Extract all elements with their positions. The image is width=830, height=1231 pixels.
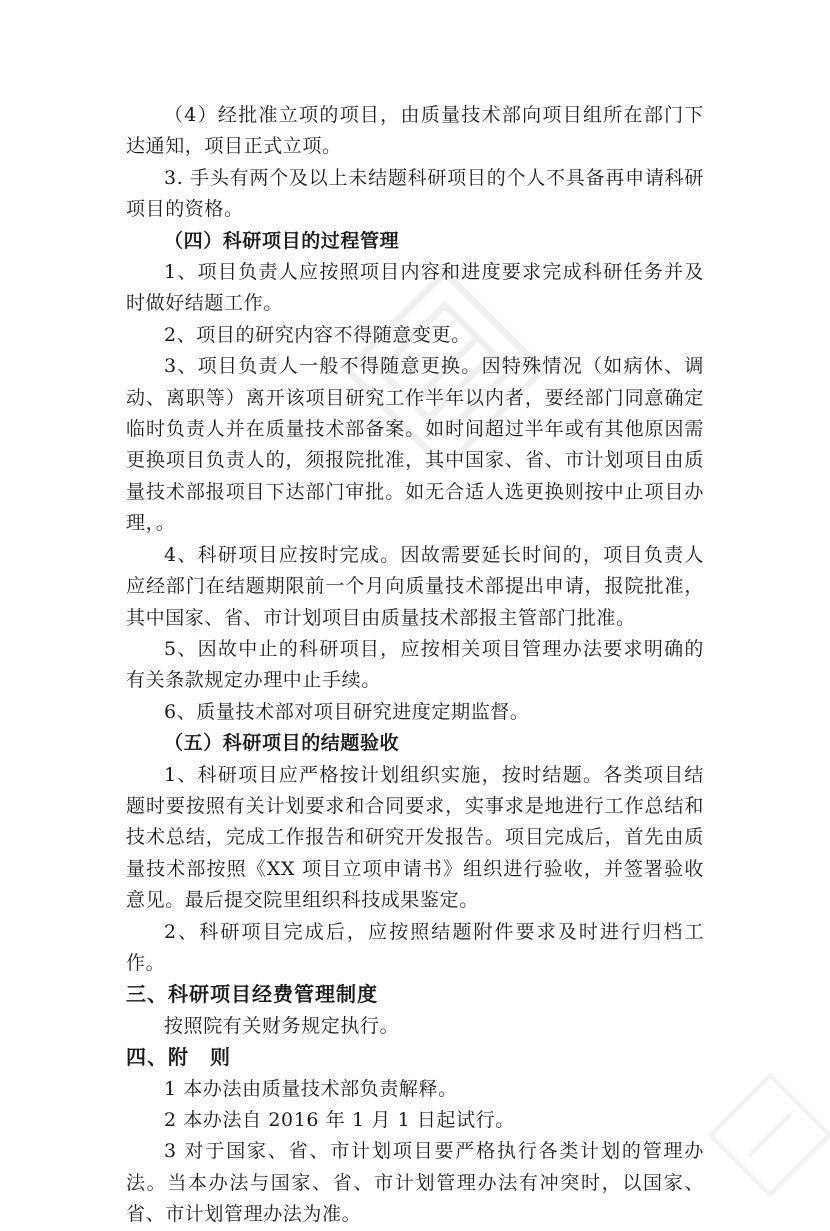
paragraph: 1、项目负责人应按照项目内容和进度要求完成科研任务并及时做好结题工作。 [126,261,704,315]
paragraph: （4）经批准立项的项目，由质量技术部向项目组所在部门下达通知，项目正式立项。 [126,104,704,158]
document-body [126,100,704,1231]
paragraph: 4、科研项目应按时完成。因故需要延长时间的，项目负责人应经部门在结题期限前一个月向质量技术部提出申请，报院批准，其中国家、省、市计划项目由质量技术部报主管部门批准。 [126,543,704,629]
paragraph: 6、质量技术部对项目研究进度定期监督。 [164,700,530,723]
subsection-heading: （四）科研项目的过程管理 [164,229,400,252]
paragraph: 3 对于国家、省、市计划项目要严格执行各类计划的管理办法。当本办法与国家、省、市计划管理办法有冲突时，以国家、省、市计划管理办法为准。 [126,1140,704,1226]
paragraph: 2 本办法自 2016 年 1 月 1 日起试行。 [164,1109,515,1131]
paragraph: 3、项目负责人一般不得随意更换。因特殊情况（如病休、调动、离职等）离开该项目研究工作半年以内者，要经部门同意确定临时负责人并在质量技术部备案。如时间超过半年或有其他原因需更换项目负责人的，须报院批准，其中国家、省、市计划项目由质量技术部报项目下达部门审批。如无合适人选更换则按中止项目办理，。 [126,355,704,535]
section-heading: 三、科研项目经费管理制度 [126,982,378,1007]
watermark-corner-icon [700,1065,830,1205]
paragraph: 1、科研项目应严格按计划组织实施，按时结题。各类项目结题时要按照有关计划要求和合同要求，实事求是地进行工作总结和技术总结，完成工作报告和研究开发报告。项目完成后，首先由质量技术部按照《XX 项目立项申请书》组织进行验收，并签署验收意见。最后提交院里组织科技成果鉴定。 [126,763,704,912]
subsection-heading: （五）科研项目的结题验收 [164,732,400,755]
paragraph: 2、科研项目完成后，应按照结题附件要求及时进行归档工作。 [126,920,704,974]
section-heading: 四、附 则 [126,1045,231,1070]
paragraph: 5、因故中止的科研项目，应按相关项目管理办法要求明确的有关条款规定办理中止手续。 [126,637,704,692]
paragraph: 按照院有关财务规定执行。 [164,1014,400,1037]
paragraph: 2、项目的研究内容不得随意变更。 [164,323,471,346]
paragraph: 1 本办法由质量技术部负责解释。 [164,1077,458,1100]
paragraph: 3. 手头有两个及以上未结题科研项目的个人不具备再申请科研项目的资格。 [126,166,704,221]
